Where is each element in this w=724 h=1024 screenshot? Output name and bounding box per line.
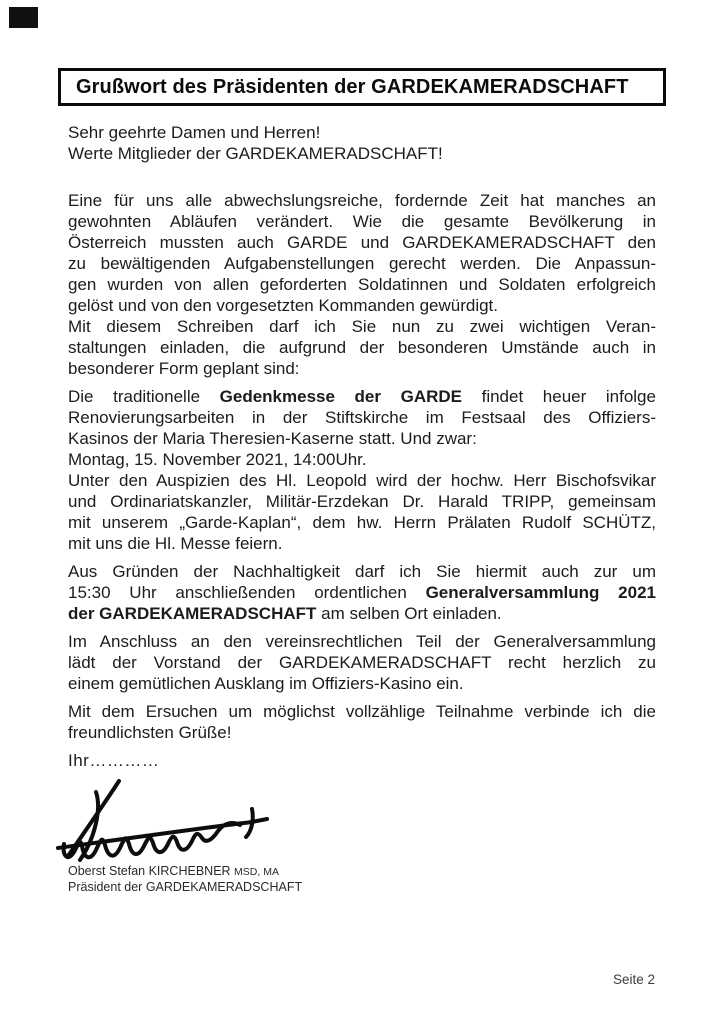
text-line	[68, 722, 656, 743]
text-segment: gelöst und von den vorgesetzten Kommanden gewürdigt.	[68, 296, 498, 315]
text-line	[68, 316, 656, 337]
signee-name: Oberst Stefan KIRCHEBNER MSD, MA	[68, 864, 279, 878]
text-segment: besonderer Form geplant sind:	[68, 359, 300, 378]
text-line	[68, 337, 656, 358]
salutation	[68, 122, 656, 164]
text-line	[68, 561, 656, 582]
paragraph	[68, 561, 656, 624]
text-line	[68, 428, 656, 449]
paragraph	[68, 190, 656, 379]
scan-corner-mark	[9, 7, 38, 28]
text-segment: freundlichsten Grüße!	[68, 723, 232, 742]
page-number: Seite 2	[613, 972, 656, 987]
text-segment: gewohnten Abläufen verändert. Wie die gesamte Bevölkerung in	[68, 212, 656, 231]
closing-line: Ihr…………	[68, 751, 160, 770]
text-segment: und Ordinariatskanzler, Militär-Erzdekan Dr. Harald TRIPP, gemeinsam	[68, 492, 656, 511]
text-line	[68, 122, 656, 143]
text-line	[68, 449, 656, 470]
text-segment: Werte Mitglieder der GARDEKAMERADSCHAFT!	[68, 144, 443, 163]
text-segment: Kasinos der Maria Theresien-Kaserne statt. Und zwar:	[68, 429, 477, 448]
bold-text-segment: Generalversammlung 2021	[425, 583, 656, 602]
text-segment: Montag, 15. November 2021, 14:00Uhr.	[68, 450, 367, 469]
text-line	[68, 582, 656, 603]
text-segment: Im Anschluss an den vereinsrechtlichen Teil der Generalversammlung	[68, 632, 656, 651]
signee-name-suffix: MSD, MA	[234, 866, 279, 878]
text-line	[68, 652, 656, 673]
text-segment: Renovierungsarbeiten in der Stiftskirche im Festsaal des Offiziers-	[68, 408, 656, 427]
text-line	[68, 253, 656, 274]
text-segment: zu bewältigenden Aufgabenstellungen gerecht werden. Die Anpassun-	[68, 254, 656, 273]
text-line	[68, 470, 656, 491]
paragraph	[68, 631, 656, 694]
bold-text-segment: Gedenkmesse der GARDE	[219, 387, 462, 406]
text-line	[68, 701, 656, 722]
text-segment: findet heuer infolge	[462, 387, 656, 406]
text-segment: Die traditionelle	[68, 387, 220, 406]
text-segment: mit unserem „Garde-Kaplan“, dem hw. Herrn Prälaten Rudolf SCHÜTZ,	[68, 513, 656, 532]
paragraph	[68, 701, 656, 743]
text-segment: Sehr geehrte Damen und Herren!	[68, 123, 321, 142]
text-segment: lädt der Vorstand der GARDEKAMERADSCHAFT recht herzlich zu	[68, 653, 656, 672]
text-line	[68, 274, 656, 295]
signee-block	[68, 864, 302, 895]
text-segment: Mit diesem Schreiben darf ich Sie nun zu zwei wichtigen Veran-	[68, 317, 656, 336]
text-line	[68, 673, 656, 694]
text-line	[68, 211, 656, 232]
handwritten-signature	[56, 778, 271, 862]
text-line	[68, 358, 656, 379]
text-segment: Aus Gründen der Nachhaltigkeit darf ich Sie hiermit auch zur um	[68, 562, 656, 581]
signee-role: Präsident der GARDEKAMERADSCHAFT	[68, 880, 303, 894]
text-segment: 15:30 Uhr anschließenden ordentlichen	[68, 583, 426, 602]
text-segment: Mit dem Ersuchen um möglichst vollzählige Teilnahme verbinde ich die	[68, 702, 656, 721]
text-segment: Eine für uns alle abwechslungsreiche, fordernde Zeit hat manches an	[68, 191, 656, 210]
letter-paragraphs	[68, 122, 656, 743]
text-line	[68, 143, 656, 164]
text-line	[68, 512, 656, 533]
text-segment: Österreich mussten auch GARDE und GARDEKAMERADSCHAFT den	[68, 233, 656, 252]
text-line	[68, 407, 656, 428]
paragraph	[68, 386, 656, 554]
text-line	[68, 631, 656, 652]
text-segment: einem gemütlichen Ausklang im Offiziers-Kasino ein.	[68, 674, 464, 693]
text-line	[68, 603, 656, 624]
text-line	[68, 533, 656, 554]
text-segment: mit uns die Hl. Messe feiern.	[68, 534, 283, 553]
text-line	[68, 491, 656, 512]
text-segment: gen wurden von allen geforderten Soldatinnen und Soldaten erfolgreich	[68, 275, 656, 294]
text-line	[68, 232, 656, 253]
text-segment: am selben Ort einladen.	[316, 604, 502, 623]
text-segment: staltungen einladen, die aufgrund der besonderen Umstände auch in	[68, 338, 656, 357]
letter-title: Grußwort des Präsidenten der GARDEKAMERADSCHAFT	[76, 75, 629, 98]
text-line	[68, 295, 656, 316]
text-line	[68, 190, 656, 211]
letter-title-box	[58, 68, 666, 106]
text-segment: Unter den Auspizien des Hl. Leopold wird der hochw. Herr Bischofsvikar	[68, 471, 656, 490]
text-line	[68, 386, 656, 407]
bold-text-segment: der GARDEKAMERADSCHAFT	[68, 604, 317, 623]
letter-body	[68, 122, 656, 771]
